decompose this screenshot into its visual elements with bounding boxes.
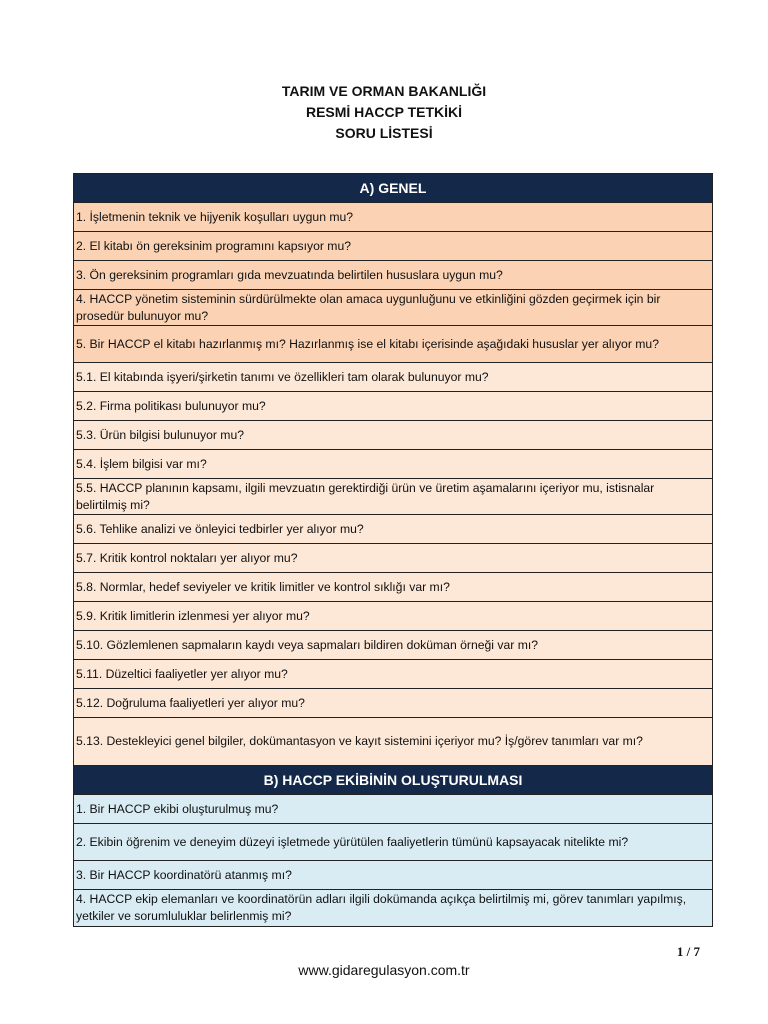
question-row: 5.13. Destekleyici genel bilgiler, dokümantasyon ve kayıt sistemini içeriyor mu? İş/görev tanımları var mı? bbox=[74, 718, 712, 766]
question-row: 5.10. Gözlemlenen sapmaların kaydı veya sapmaları bildiren doküman örneği var mı? bbox=[74, 631, 712, 660]
question-row: 5.9. Kritik limitlerin izlenmesi yer alıyor mu? bbox=[74, 602, 712, 631]
question-row: 4. HACCP yönetim sisteminin sürdürülmekte olan amaca uygunluğunu ve etkinliğini gözden geçirmek için bir prosedür bulunuyor mu? bbox=[74, 290, 712, 326]
title-list: SORU LİSTESİ bbox=[335, 125, 433, 141]
page-number: 1 / 7 bbox=[676, 944, 700, 959]
question-row: 5.8. Normlar, hedef seviyeler ve kritik limitler ve kontrol sıklığı var mı? bbox=[74, 573, 712, 602]
title-audit: RESMİ HACCP TETKİKİ bbox=[305, 104, 463, 120]
question-table bbox=[73, 173, 713, 927]
question-row: 5. Bir HACCP el kitabı hazırlanmış mı? Hazırlanmış ise el kitabı içerisinde aşağıdaki hususlar yer alıyor mu? bbox=[74, 326, 712, 363]
question-row: 3. Bir HACCP koordinatörü atanmış mı? bbox=[74, 861, 712, 890]
question-row: 5.1. El kitabında işyeri/şirketin tanımı ve özellikleri tam olarak bulunuyor mu? bbox=[74, 363, 712, 392]
question-row: 5.6. Tehlike analizi ve önleyici tedbirler yer alıyor mu? bbox=[74, 515, 712, 544]
question-row: 1. İşletmenin teknik ve hijyenik koşulları uygun mu? bbox=[74, 203, 712, 232]
question-row: 2. El kitabı ön gereksinim programını kapsıyor mu? bbox=[74, 232, 712, 261]
question-row: 2. Ekibin öğrenim ve deneyim düzeyi işletmede yürütülen faaliyetlerin tümünü kapsayacak nitelikte mi? bbox=[74, 824, 712, 861]
title-ministry: TARIM VE ORMAN BAKANLIĞI bbox=[281, 83, 487, 99]
footer-url: www.gidaregulasyon.com.tr bbox=[298, 962, 470, 978]
question-row: 4. HACCP ekip elemanları ve koordinatörün adları ilgili dokümanda açıkça belirtilmiş mi, görev tanımları yapılmış, yetkiler ve sorumluluklar belirlenmiş mi? bbox=[74, 890, 712, 926]
question-row: 3. Ön gereksinim programları gıda mevzuatında belirtilen hususlara uygun mu? bbox=[74, 261, 712, 290]
document-title bbox=[0, 81, 768, 144]
question-row: 1. Bir HACCP ekibi oluşturulmuş mu? bbox=[74, 795, 712, 824]
question-row: 5.3. Ürün bilgisi bulunuyor mu? bbox=[74, 421, 712, 450]
question-row: 5.12. Doğruluma faaliyetleri yer alıyor mu? bbox=[74, 689, 712, 718]
question-row: 5.5. HACCP planının kapsamı, ilgili mevzuatın gerektirdiği ürün ve üretim aşamalarını içeriyor mu, istisnalar belirtilmiş mi? bbox=[74, 479, 712, 515]
question-row: 5.2. Firma politikası bulunuyor mu? bbox=[74, 392, 712, 421]
section-header-genel: A) GENEL bbox=[74, 174, 712, 203]
section-header-haccp-ekibi: B) HACCP EKİBİNİN OLUŞTURULMASI bbox=[74, 766, 712, 795]
question-row: 5.11. Düzeltici faaliyetler yer alıyor mu? bbox=[74, 660, 712, 689]
question-row: 5.7. Kritik kontrol noktaları yer alıyor mu? bbox=[74, 544, 712, 573]
question-row: 5.4. İşlem bilgisi var mı? bbox=[74, 450, 712, 479]
